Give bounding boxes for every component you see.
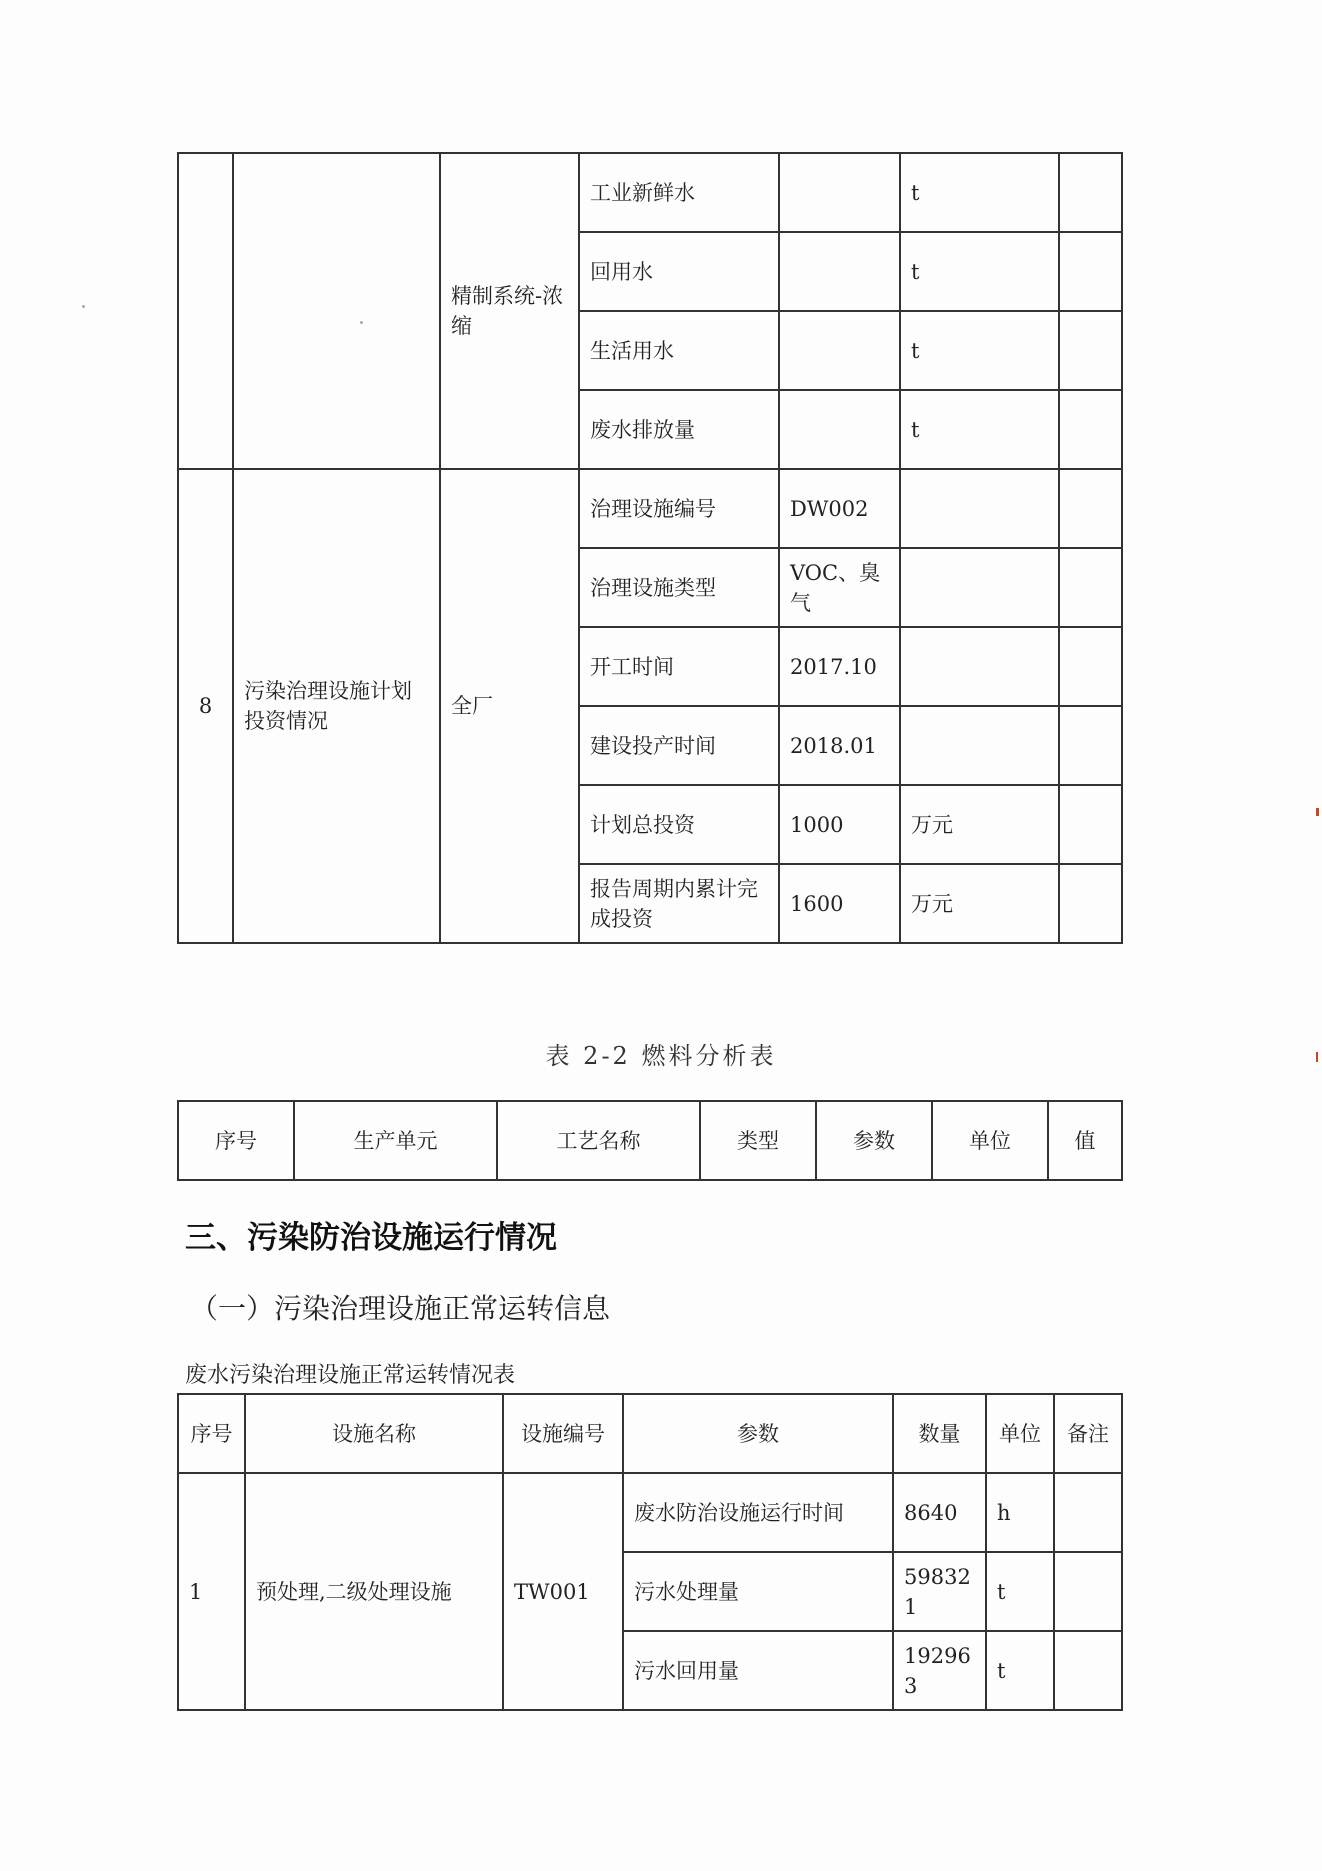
table-header-row [178,1394,1122,1473]
item-cell: 污染治理设施计划投资情况 [233,469,440,943]
unit-cell [900,548,1059,627]
scan-dot [360,321,363,324]
header-cell: 工艺名称 [497,1101,700,1180]
header-cell: 类型 [700,1101,816,1180]
section-heading: 三、污染防治设施运行情况 [185,1220,557,1256]
value-cell: 2018.01 [779,706,900,785]
subsection-heading: （一）污染治理设施正常运转信息 [190,1292,611,1325]
unit-cell: t [900,153,1059,232]
note-cell [1059,232,1122,311]
unit-cell: t [986,1552,1054,1631]
table-row [178,1473,1122,1552]
value-cell: VOC、臭气 [779,548,900,627]
note-cell [1059,153,1122,232]
unit-cell [900,706,1059,785]
param-cell: 生活用水 [579,311,779,390]
scan-mark [1316,1052,1318,1062]
header-cell: 备注 [1054,1394,1122,1473]
table-header-row [178,1101,1122,1180]
seq-cell: 1 [178,1473,245,1710]
seq-cell [178,153,233,469]
unit-cell: h [986,1473,1054,1552]
header-cell: 值 [1048,1101,1122,1180]
param-cell: 污水回用量 [623,1631,893,1710]
header-cell: 设施名称 [245,1394,503,1473]
note-cell [1059,390,1122,469]
investment-table [177,152,1123,944]
param-cell: 计划总投资 [579,785,779,864]
scan-dot [82,305,85,308]
note-cell [1059,548,1122,627]
facility-name-cell: 预处理,二级处理设施 [245,1473,503,1710]
unit-cell [900,469,1059,548]
value-cell: 2017.10 [779,627,900,706]
unit-cell: t [900,311,1059,390]
wastewater-facility-table [177,1393,1123,1711]
param-cell: 治理设施类型 [579,548,779,627]
param-cell: 治理设施编号 [579,469,779,548]
value-cell [779,232,900,311]
value-cell: 1600 [779,864,900,943]
param-cell: 废水排放量 [579,390,779,469]
facility-code-cell: TW001 [503,1473,623,1710]
unit-cell: 万元 [900,864,1059,943]
header-cell: 生产单元 [294,1101,497,1180]
unit-cell: t [900,232,1059,311]
qty-cell: 8640 [893,1473,986,1552]
header-cell: 参数 [816,1101,932,1180]
param-cell: 污水处理量 [623,1552,893,1631]
note-cell [1054,1552,1122,1631]
note-cell [1059,864,1122,943]
note-cell [1059,706,1122,785]
qty-cell: 192963 [893,1631,986,1710]
header-cell: 序号 [178,1101,294,1180]
param-cell: 工业新鲜水 [579,153,779,232]
wastewater-table-title: 废水污染治理设施正常运转情况表 [185,1363,516,1388]
param-cell: 建设投产时间 [579,706,779,785]
header-cell: 参数 [623,1394,893,1473]
qty-cell: 598321 [893,1552,986,1631]
note-cell [1059,627,1122,706]
header-cell: 单位 [932,1101,1048,1180]
unit-cell: 万元 [900,785,1059,864]
param-cell: 报告周期内累计完成投资 [579,864,779,943]
header-cell: 数量 [893,1394,986,1473]
scan-mark [1316,808,1319,816]
seq-cell: 8 [178,469,233,943]
param-cell: 开工时间 [579,627,779,706]
param-cell: 回用水 [579,232,779,311]
header-cell: 设施编号 [503,1394,623,1473]
value-cell: DW002 [779,469,900,548]
value-cell: 1000 [779,785,900,864]
note-cell [1054,1631,1122,1710]
item-cell [233,153,440,469]
unit-area-cell: 全厂 [440,469,579,943]
table-row [178,153,1122,232]
unit-cell [900,627,1059,706]
note-cell [1054,1473,1122,1552]
param-cell: 废水防治设施运行时间 [623,1473,893,1552]
fuel-table-caption: 表 2-2 燃料分析表 [545,1042,777,1070]
header-cell: 单位 [986,1394,1054,1473]
fuel-analysis-table [177,1100,1123,1181]
header-cell: 序号 [178,1394,245,1473]
value-cell [779,153,900,232]
note-cell [1059,785,1122,864]
value-cell [779,390,900,469]
table-row [178,469,1122,548]
process-cell: 精制系统-浓缩 [440,153,579,469]
note-cell [1059,469,1122,548]
note-cell [1059,311,1122,390]
unit-cell: t [900,390,1059,469]
unit-cell: t [986,1631,1054,1710]
value-cell [779,311,900,390]
